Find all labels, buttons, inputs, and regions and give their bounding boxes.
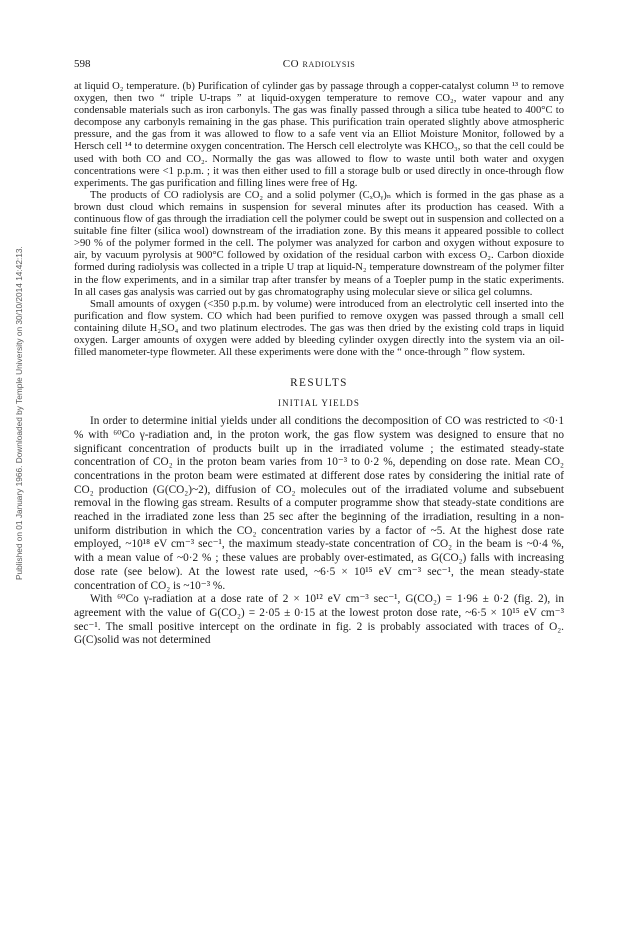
running-title: CO radiolysis bbox=[282, 58, 356, 70]
page-number: 598 bbox=[74, 58, 91, 70]
paragraph-purification: at liquid O₂ temperature. (b) Purification of cylinder gas by passage through a copper-catalyst column ¹³ to remove oxygen, then two “ triple U-traps ” at liquid-oxygen temperature to remove CO₂, water vapour and any condensable materials such as iron carbonyls. The gas was finally passed through a silica tube heated to 400°C to decompose any carbonyls remaining in the gas phase. This purification train operated slightly above atmospheric pressure, and the gas from it was allowed to flow to a safe vent via an Elliot Moisture Monitor, followed by a Hersch cell ¹⁴ to determine oxygen concentration. The Hersch cell electrolyte was KHCO₃, so that the cell could be used with both CO and CO₂. Normally the gas was allowed to flow to waste until both water and oxygen concentrations were <1 p.p.m. ; it was then either used to fill a storage bulb or used directly in once-through flow experiments. The gas purification and filling lines were free of Hg. bbox=[74, 81, 564, 189]
section-heading-results: RESULTS bbox=[290, 377, 348, 390]
download-watermark-text: Published on 01 January 1966. Downloaded by Temple University on 30/10/2014 14:42:13. bbox=[14, 246, 24, 580]
download-watermark bbox=[3, 150, 24, 580]
paragraph-initial-yields: In order to determine initial yields under all conditions the decomposition of CO was restricted to <0·1 % with ⁶⁰Co γ-radiation and, in the proton work, the gas flow system was designed to ensure that no significant concentration of products built up in the irradiated volume ; the estimated steady-state concentration of CO₂ in the proton beam varies from 10⁻³ to 0·2 %, depending on dose rate. Mean CO₂ concentrations in the proton beam were estimated at different dose rates by considering the initial rate of CO₂ production (G(CO₂)~2), diffusion of CO₂ molecules out of the irradiated volume and subsebuent removal in the flowing gas stream. Results of a computer programme show that steady-state conditions are reached in the irradiated zone less than 25 sec after the beginning of the irradiation, resulting in a non-uniform distribution in which the CO₂ concentration varies by a factor of ~5. At the highest dose rate employed, ~10¹⁸ eV cm⁻³ sec⁻¹, the maximum steady-state concentration of CO₂ in the beam is ~0·4 %, with a mean value of ~0·2 % ; these values are probably over-estimated, as G(CO₂) falls with increasing dose rate (see below). At the lowest rate used, ~6·5 × 10¹⁵ eV cm⁻³ sec⁻¹, the mean steady-state concentration of CO₂ is ~10⁻³ %. bbox=[74, 415, 564, 592]
paragraph-cobalt-radiation: With ⁶⁰Co γ-radiation at a dose rate of 2 × 10¹² eV cm⁻³ sec⁻¹, G(CO₂) = 1·96 ± 0·2 (fig. 2), in agreement with the value of G(CO₂) = 2·05 ± 0·15 at the lowest proton dose rate, ~6·5 × 10¹⁵ eV cm⁻³ sec⁻¹. The small positive intercept on the ordinate in fig. 2 is probably associated with traces of O₂. G(C)solid was not determined bbox=[74, 593, 564, 647]
paragraph-products: The products of CO radiolysis are CO₂ and a solid polymer (CₓOᵧ)ₙ which is formed in the gas phase as a brown dust cloud which remains in suspension for several minutes after its production has ceased. With a continuous flow of gas through the irradiation cell the polymer could be swept out in suspension and collected on a suitable fine filter (silica wool) downstream of the irradiation zone. By this means it appeared possible to collect >90 % of the polymer formed in the cell. The polymer was analyzed for carbon and oxygen without exposure to air, by vacuum pyrolysis at 900°C followed by oxidation of the residual carbon with excess O₂. Carbon dioxide formed during radiolysis was collected in a triple U trap at liquid-N₂ temperature downstream of the polymer filter in the flow experiments, and in a similar trap after transfer by means of a Toepler pump in the static experiments. In all cases gas analysis was carried out by gas chromatography using molecular sieve or silica gel columns. bbox=[74, 189, 564, 298]
page-header bbox=[74, 58, 564, 72]
subsection-heading-initial-yields: INITIAL YIELDS bbox=[278, 398, 360, 409]
article-body bbox=[74, 81, 564, 648]
paragraph-oxygen: Small amounts of oxygen (<350 p.p.m. by volume) were introduced from an electrolytic cell inserted into the purification and flow system. CO which had been purified to remove oxygen was passed through a small cell containing dilute H₂SO₄ and two platinum electrodes. The gas was then dried by the existing cold traps in liquid oxygen. Larger amounts of oxygen were added by bleeding cylinder oxygen directly into the system via an oil-filled manometer-type flowmeter. All these experiments were done with the “ once-through ” flow system. bbox=[74, 298, 564, 359]
